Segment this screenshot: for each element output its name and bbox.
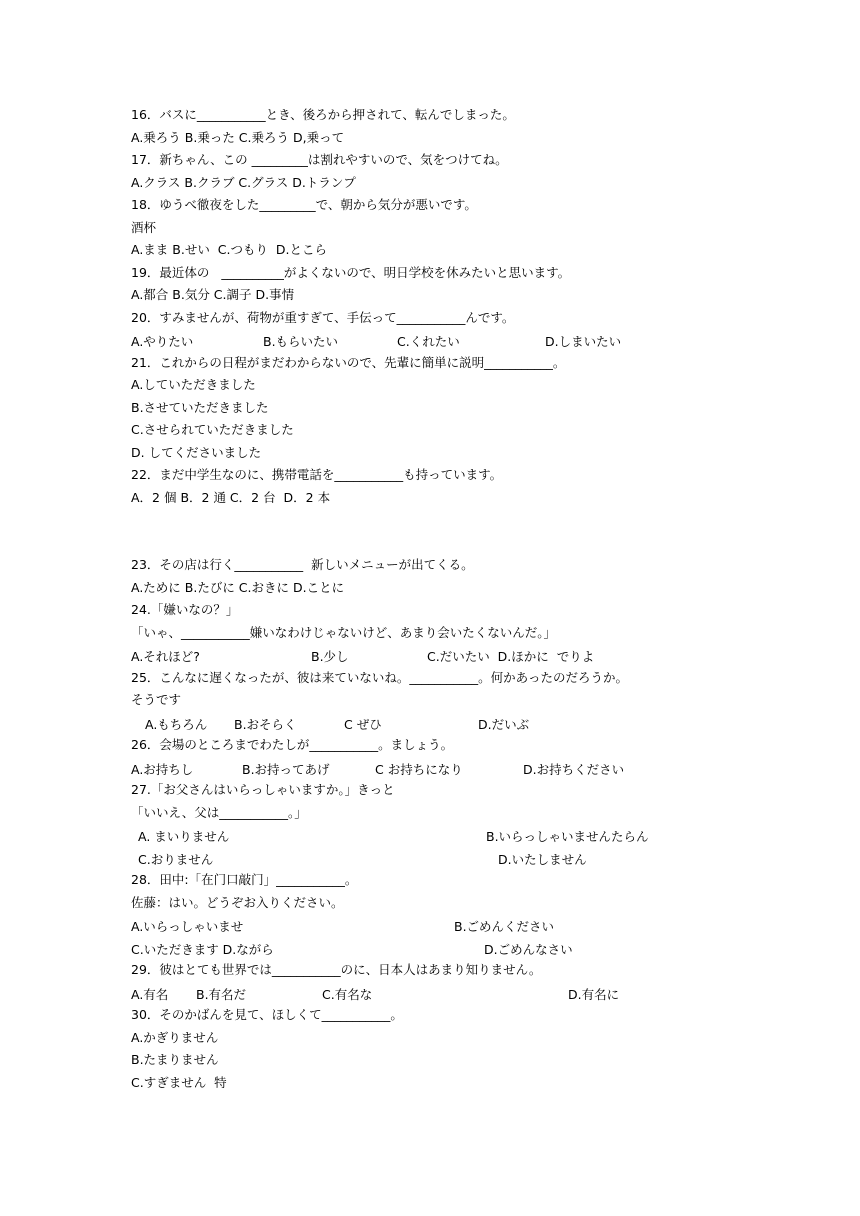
- question-28-dialogue: 佐藤：はい。どうぞお入りください。: [131, 895, 344, 910]
- question-29: 29．彼はとても世界では___________のに、日本人はあまり知りません。: [131, 962, 542, 977]
- question-28-option-cd: C.いただきます D.ながら: [131, 942, 274, 957]
- question-28: 28．田中:「在门口敲门」___________。: [131, 872, 358, 887]
- question-27-option-b: B.いらっしゃいませんたらん: [486, 829, 649, 844]
- question-19: 19．最近体の __________がよくないので、明日学校を休みたいと思います。: [131, 265, 571, 280]
- question-25-option-c: C ぜひ: [344, 717, 382, 732]
- question-30-option-c: C.すぎません 特: [131, 1075, 227, 1090]
- question-26-option-b: B.お持ってあげ: [242, 762, 330, 777]
- question-27-dialogue: 「いいえ、父は___________。」: [131, 805, 307, 820]
- question-20-option-d: D.しまいたい: [545, 334, 622, 349]
- question-25: 25．こんなに遅くなったが、彼は来ていないね。___________。何かあったのだろうか。: [131, 670, 629, 685]
- question-29-option-d: D.有名に: [568, 987, 620, 1002]
- question-27-option-a: A. まいりません: [138, 829, 230, 844]
- question-21: 21．これからの日程がまだわからないので、先輩に簡単に説明___________。: [131, 355, 566, 370]
- question-22-options: A．2 個 B．2 通 C．2 台 D．2 本: [131, 490, 331, 505]
- question-16-options: A.乗ろう B.乗った C.乗ろう D,乗って: [131, 130, 345, 145]
- question-25-option-b: B.おそらく: [234, 717, 297, 732]
- question-21-option-b: B.させていただきました: [131, 400, 269, 415]
- question-25-note: そうです: [131, 692, 182, 707]
- question-28-option-a: A.いらっしゃいませ: [131, 919, 244, 934]
- question-26-option-d: D.お持ちください: [523, 762, 625, 777]
- question-19-options: A.都合 B.気分 C.調子 D.事情: [131, 287, 295, 302]
- question-16: 16．バスに___________とき、後ろから押されて、転んでしまった。: [131, 107, 515, 122]
- question-20-option-c: C.くれたい: [397, 334, 460, 349]
- question-30-option-b: B.たまりません: [131, 1052, 219, 1067]
- question-30: 30．そのかばんを見て、ほしくて___________。: [131, 1007, 403, 1022]
- question-25-option-a: A.もちろん: [145, 717, 208, 732]
- question-30-option-a: A.かぎりません: [131, 1030, 219, 1045]
- question-24-option-b: B.少し: [311, 649, 349, 664]
- question-20: 20．すみませんが、荷物が重すぎて、手伝って___________んです。: [131, 310, 515, 325]
- question-29-option-b: B.有名だ: [196, 987, 247, 1002]
- question-28-option-b: B.ごめんください: [454, 919, 555, 934]
- question-18-options: A.まま B.せい C.つもり D.とこら: [131, 242, 328, 257]
- question-23-options: A.ために B.たびに C.おきに D.ことに: [131, 580, 345, 595]
- question-27-option-c: C.おりません: [138, 852, 214, 867]
- question-24-option-cd: C.だいたい D.ほかに でりよ: [427, 649, 595, 664]
- question-20-option-a: A.やりたい: [131, 334, 194, 349]
- question-17-options: A.クラス B.クラブ C.グラス D.トランプ: [131, 175, 356, 190]
- question-27-option-d: D.いたしません: [498, 852, 587, 867]
- question-24-option-a: A.それほど?: [131, 649, 200, 664]
- question-21-option-a: A.していただきました: [131, 377, 256, 392]
- question-18: 18．ゆうべ徹夜をした_________で、朝から気分が悪いです。: [131, 197, 477, 212]
- question-28-option-d2: D.ごめんなさい: [484, 942, 573, 957]
- question-24-dialogue: 「いゃ、___________嫌いなわけじゃないけど、あまり会いたくないんだ。」: [131, 625, 557, 640]
- question-20-option-b: B.もらいたい: [263, 334, 339, 349]
- question-25-option-d: D.だいぶ: [478, 717, 530, 732]
- question-29-option-a: A.有名: [131, 987, 169, 1002]
- question-21-option-c: C.させられていただきました: [131, 422, 294, 437]
- question-22: 22．まだ中学生なのに、携帯電話を___________も持っています。: [131, 467, 503, 482]
- question-26: 26．会場のところまでわたしが___________。ましょう。: [131, 737, 454, 752]
- question-21-option-d: D. してくださいました: [131, 445, 262, 460]
- question-17: 17．新ちゃん、この _________は割れやすいので、気をつけてね。: [131, 152, 508, 167]
- question-24: 24.「嫌いなの？」: [131, 602, 239, 617]
- question-18-note: 酒杯: [131, 220, 157, 235]
- question-26-option-c: C お持ちになり: [375, 762, 463, 777]
- question-23: 23．その店は行く___________ 新しいメニューが出てくる。: [131, 557, 474, 572]
- question-29-option-c: C.有名な: [322, 987, 373, 1002]
- question-27: 27.「お父さんはいらっしゃいますか。」きっと: [131, 782, 395, 797]
- question-26-option-a: A.お持ちし: [131, 762, 194, 777]
